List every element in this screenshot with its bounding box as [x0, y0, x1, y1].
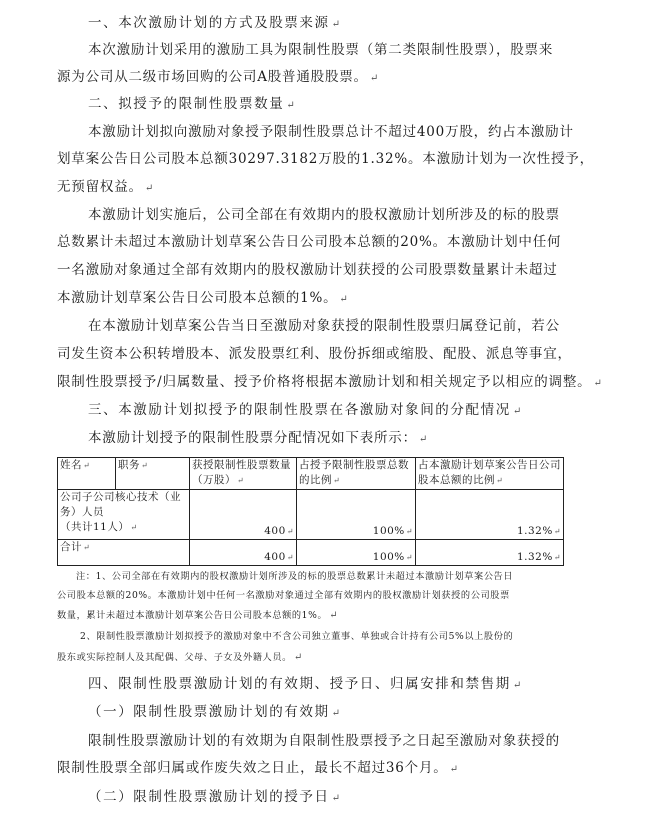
section-2-paragraph-line: 司发生资本公积转增股本、派发股票红利、股份拆细或缩股、配股、派息等事宜， [57, 346, 572, 362]
section-4-subheading: （一）限制性股票激励计划的有效期 ↵ [88, 704, 340, 720]
table-note-line: 股东或实际控制人及其配偶、父母、子女及外籍人员。 ↵ [57, 652, 303, 663]
section-3-heading: 三、本激励计划拟授予的限制性股票在各激励对象间的分配情况 ↵ [88, 402, 522, 418]
paragraph-mark: ↵ [293, 652, 303, 663]
section-2-paragraph-line: 本激励计划拟向激励对象授予限制性股票总计不超过400万股，约占本激励计 [88, 124, 574, 140]
paragraph-mark: ↵ [593, 378, 602, 389]
section-4-paragraph-line: 限制性股票激励计划的有效期为自限制性股票授予之日起至激励对象获授的 [88, 733, 560, 749]
paragraph-mark: ↵ [331, 19, 340, 30]
cell-pct-of-capital: 1.32%↵ [416, 490, 564, 540]
paragraph-mark: ↵ [418, 434, 428, 445]
table-header-row [58, 458, 564, 490]
paragraph-mark: ↵ [286, 100, 295, 111]
header-pct-of-grant: 占授予限制性股票总数的比例↵ [297, 458, 416, 490]
section-1-heading: 一、本次激励计划的方式及股票来源 ↵ [88, 15, 340, 31]
cell-pct-of-grant: 100%↵ [297, 540, 416, 566]
section-4-paragraph-line: 限制性股票全部归属或作废失效之日止，最长不超过36个月。 ↵ [57, 760, 458, 776]
row-label-core-staff: 公司子公司核心技术（业 务）人员 （共计11人）↵ [58, 490, 190, 540]
header-granted-shares: 获授限制性股票数量（万股）↵ [190, 458, 297, 490]
paragraph-mark: ↵ [329, 610, 338, 621]
section-1-paragraph-line: 本次激励计划采用的激励工具为限制性股票（第二类限制性股票），股票来 [88, 42, 554, 58]
section-1-paragraph-line: 源为公司从二级市场回购的公司A股普通股股票。 ↵ [57, 69, 379, 85]
cell-pct-of-grant: 100%↵ [297, 490, 416, 540]
table-note-line: 数量，累计未超过本激励计划草案公告日公司股本总额的1%。 ↵ [57, 610, 338, 621]
section-2-paragraph-line: 本激励计划实施后，公司全部在有效期内的股权激励计划所涉及的标的股票 [88, 207, 560, 223]
paragraph-mark: ↵ [512, 406, 522, 417]
row-label-total: 合计↵ [58, 540, 190, 566]
table-row-total [58, 540, 564, 566]
table-row [58, 490, 564, 540]
paragraph-mark: ↵ [339, 294, 348, 305]
table-note-line: 公司股本总额的20%。本激励计划中任何一名激励对象通过全部有效期内的股权激励计划获授的公司股票 [57, 590, 510, 601]
paragraph-mark: ↵ [449, 764, 458, 775]
cell-pct-of-capital: 1.32%↵ [416, 540, 564, 566]
table-note-line: 注：1、公司全部在有效期内的股权激励计划所涉及的标的股票总数累计未超过本激励计划草案公告日 [76, 571, 514, 582]
section-3-intro: 本激励计划授予的限制性股票分配情况如下表所示： ↵ [88, 430, 428, 446]
allocation-table [57, 457, 564, 566]
section-2-paragraph-line: 本激励计划草案公告日公司股本总额的1%。 ↵ [57, 290, 348, 306]
section-2-paragraph-line: 在本激励计划草案公告当日至激励对象获授的限制性股票归属登记前，若公 [88, 318, 560, 334]
paragraph-mark: ↵ [331, 793, 340, 804]
paragraph-mark: ↵ [512, 680, 522, 691]
header-pct-of-capital: 占本激励计划草案公告日公司股本总额的比例↵ [416, 458, 564, 490]
header-role: 职务↵ [116, 458, 190, 490]
section-4-subheading: （二）限制性股票激励计划的授予日 ↵ [88, 789, 340, 805]
section-2-paragraph-line: 总数累计未超过本激励计划草案公告日公司股本总额的20%。本激励计划中任何 [57, 234, 562, 250]
header-name: 姓名↵ [58, 458, 116, 490]
section-4-heading: 四、限制性股票激励计划的有效期、授予日、归属安排和禁售期 ↵ [88, 676, 522, 692]
paragraph-mark: ↵ [331, 708, 340, 719]
paragraph-mark: ↵ [144, 183, 154, 194]
cell-granted: 400↵ [190, 490, 297, 540]
section-2-paragraph-line: 划草案公告日公司股本总额30297.3182万股的1.32%。本激励计划为一次性授予， [57, 151, 594, 167]
section-2-heading: 二、拟授予的限制性股票数量 ↵ [88, 96, 295, 112]
cell-granted: 400↵ [190, 540, 297, 566]
section-2-paragraph-line: 一名激励对象通过全部有效期内的股权激励计划获授的公司股票数量累计未超过 [57, 262, 558, 278]
section-2-paragraph-line: 限制性股票授予/归属数量、授予价格将根据本激励计划和相关规定予以相应的调整。 ↵ [57, 374, 602, 390]
table-note-line: 2、限制性股票激励计划拟授予的激励对象中不含公司独立董事、单独或合计持有公司5%以上股份的 [80, 631, 514, 642]
section-2-paragraph-line: 无预留权益。 ↵ [57, 179, 154, 195]
paragraph-mark: ↵ [369, 73, 379, 84]
